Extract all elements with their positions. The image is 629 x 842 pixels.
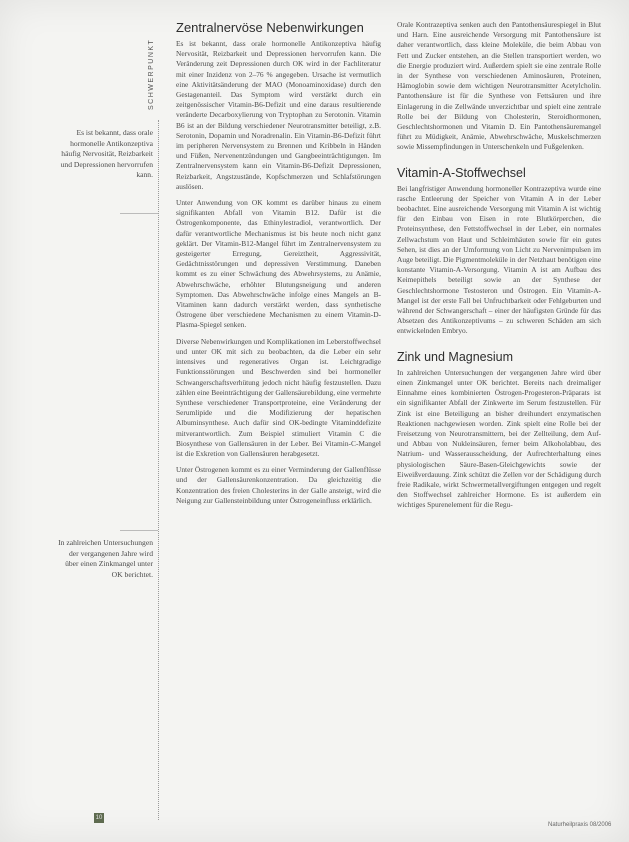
- paragraph: In zahlreichen Untersuchungen der vergangenen Jahre wird über einen Zinkmangel unter OK berichtet. Bereits nach dreimaliger Einnahme eines kombinierten Östrogen-Progesteron-Präparats ist ein signifikanter Abfall der Zinkwerte im Serum festzustellen. Für Zink ist eine Beteiligung an bisher dreihundert enzymatischen Reaktionen nachgewiesen worden. Zink spielt eine Rolle bei der Freisetzung von Neurotransmittern, bei der Zellteilung, dem Auf- und Abbau von Nukleinsäuren, ferner beim Alkoholabbau, des Natrium- und Wasserausscheidung, der Aufrechterhaltung eines physiologischen Säure-Basen-Gleichgewichts sowie der Eiweißverdauung. Zink schützt die Zellen vor der Schädigung durch freie Radikale, wirkt Schwermetallvergiftungen entgegen und regelt den Stoffwechsel zahlreicher Hormone. Es ist außerdem ein wichtiges Spurenelement für die Regu-: [397, 367, 601, 510]
- article-column-right: [397, 20, 601, 517]
- paragraph: Bei langfristiger Anwendung hormoneller Kontrazeptiva wurde eine rasche Entleerung der Speicher von Vitamin A in der Leber beobachtet. Eine ausreichende Versorgung mit Vitamin A ist wichtig für den Einbau von Eisen in rote Blutkörperchen, die Proteinsynthese, den Fettstoffwechsel in der Leber, ein normales Zellwachstum von Haut und Schleimhäuten sowie für ein gutes Sehen, ist dies an der Umformung von Licht zu Nervenimpulsen im Auge beteiligt. Die Pigmentmoleküle in der Netzhaut benötigen eine konstante Vitamin-A-Versorgung. Vitamin A ist am Aufbau des Keimepithels beteiligt sowie an der Synthese der Geschlechtshormone Testosteron und Östrogen. Ein Vitamin-A-Mangel ist der erste Fall bei Unfruchtbarkeit oder Fehlgeburten und während der Schwangerschaft – einer der häufigsten Gründe für das Absetzen des Antikonzeptivums – zu schweren Schäden am sich entwickelnden Embryo.: [397, 183, 601, 336]
- heading-zentralnervoese: Zentralnervöse Nebenwirkungen: [176, 20, 364, 35]
- paragraph: Diverse Nebenwirkungen und Komplikationen im Leberstoffwechsel und unter OK mit sich zu beobachten, da die Leber ein sehr intensives und regeneratives Organ ist. Leichtgradige Funktionsstörungen und Beschwerden sind bei hormoneller Schwangerschaftsverhütung jedoch nicht häufig festzustellen. Dazu zählen eine Beeinträchtigung der Gallensäurebildung, eine vermehrte Synthese verschiedener Transportproteine, eine Veränderung der Serumlipide und die Modifizierung der hepatischen Albuminsynthese. Auch dafür sind OK-bedingte Vitaminddefizite mitverantwortlich. Zum Beispiel stimuliert Vitamin C die Biosynthese von Gallensäuren in der Leber. Bei Vitamin-C-Mangel ist die Exkretion von Gallensäuren herabgesetzt.: [176, 336, 382, 458]
- paragraph: Es ist bekannt, dass orale hormonelle Antikonzeptiva häufig Nervosität, Reizbarkeit und Depressionen hervorrufen kann. Die Veränderung zeit Depressionen durch OK wird in der Fachliteratur mit einer Inzidenz von 2–76 % angegeben. Ursache ist vermutlich eine Aktivitätsänderung der MAO (Monoaminoxidase) durch den Gestagenanteil. Das Symptom wird verstärkt durch ein zeitgenössischer Vitamin-B6-Defizit und eine daraus resultierende veränderte Decarboxylierung von Tryptophan zu Serotonin. Vitamin B6 ist an der Bildung verschiedener Neurotransmitter beteiligt, z.B. Serotonin, Dopamin und Noradrenalin. Ein Vitamin-B6-Defizit führt im peripheren Nervensystem zu Brennen und Kribbeln in Händen und Füßen, Nervenentzündungen und Gangbeeinträchtigungen. Im Zentralnervensystem kann ein Vitamin-B6-Defizit Depressionen, Reizbarkeit, Angstzustände, Kopfschmerzen und Schlafstörungen auslösen.: [176, 39, 381, 191]
- section-label: SCHWERPUNKT: [148, 38, 155, 110]
- heading-vitamin-a: Vitamin-A-Stoffwechsel: [397, 165, 526, 180]
- pull-quote-divider: [120, 213, 158, 214]
- paragraph: Orale Kontrazeptiva senken auch den Pantothensäurespiegel in Blut und Harn. Eine ausreichende Versorgung mit Pantothensäure ist daher verantwortlich, dass kleine Moleküle, die beim Abbau von Fett und Zucker entstehen, an die Stellen transportiert werden, wo die Energie produziert wird. Außerdem spielt sie eine zentrale Rolle in der Synthese von verschiedenen Aminosäuren, Proteinen, Hämoglobin sowie dem wichtigen Neurotransmitter Acetylcholin. Pantothensäure ist für die Synthese von Fettsäuren und ihre Einlagerung in die Zellwände unverzichtbar und spielt eine zentrale Rolle bei der Bildung von Cholesterin, Steroidhormonen, Geschlechtshormonen und Vitamin D. Ein Pantothensäuremangel führt zu Müdigkeit, Anämie, Abwehrschwäche, Muskelschmerzen sowie Missempfindungen in Unterschenkeln und Fußgelenken.: [397, 20, 601, 152]
- pull-quote-divider: [120, 530, 158, 531]
- column-divider: [158, 120, 159, 820]
- paragraph: Unter Östrogenen kommt es zu einer Verminderung der Gallenflüsse und der Gallensäurenkonzentration. Da gleichzeitig die Konzentration des freien Cholesterins in der Galle ansteigt, wird die Neigung zur Gallensteinbildung unter Östrogeneinfluss erklärlich.: [176, 465, 381, 505]
- heading-zink-magnesium: Zink und Magnesium: [397, 349, 514, 364]
- paragraph: Unter Anwendung von OK kommt es darüber hinaus zu einem signifikanten Abfall von Vitamin B12. Dafür ist die Östrogenkomponente, das Ethinylestradiol, verantwortlich. Der dafür verantwortliche Mechanismus ist bis heute noch nicht ganz geklärt. Der Vitamin-B12-Mangel führt im Zentralnervensystem zu gesteigerter Erregung, Gereiztheit, Aggressivität, Gedächtnisstörungen und depressiven Verstimmung. Daneben kommt es zu einer Schwächung des Abwehrsystems, zu Anämie, Abwehrschwäche, erhöhter Blutungsneigung und anderen Symptomen. Das Abwehrschwäche infolge eines Mangels an B-Vitaminen kann dadurch verstärkt werden, dass synthetische Östrogene über verschiedene Mechanismen zu einem Vitamin-D-Plasma-Spiegel senken.: [176, 198, 381, 330]
- pull-quote-1: Es ist bekannt, dass orale hormonelle Antikonzeptiva häufig Nervosität, Reizbarkeit und Depressionen hervorrufen kann.: [60, 128, 153, 180]
- article-column-left: [176, 20, 381, 512]
- footer-publication: Naturheilpraxis 08/2006: [548, 822, 612, 828]
- page-number: 10: [95, 815, 103, 821]
- pull-quote-2: In zahlreichen Untersuchungen der vergangenen Jahre wird über einen Zinkmangel unter OK berichtet.: [58, 538, 153, 579]
